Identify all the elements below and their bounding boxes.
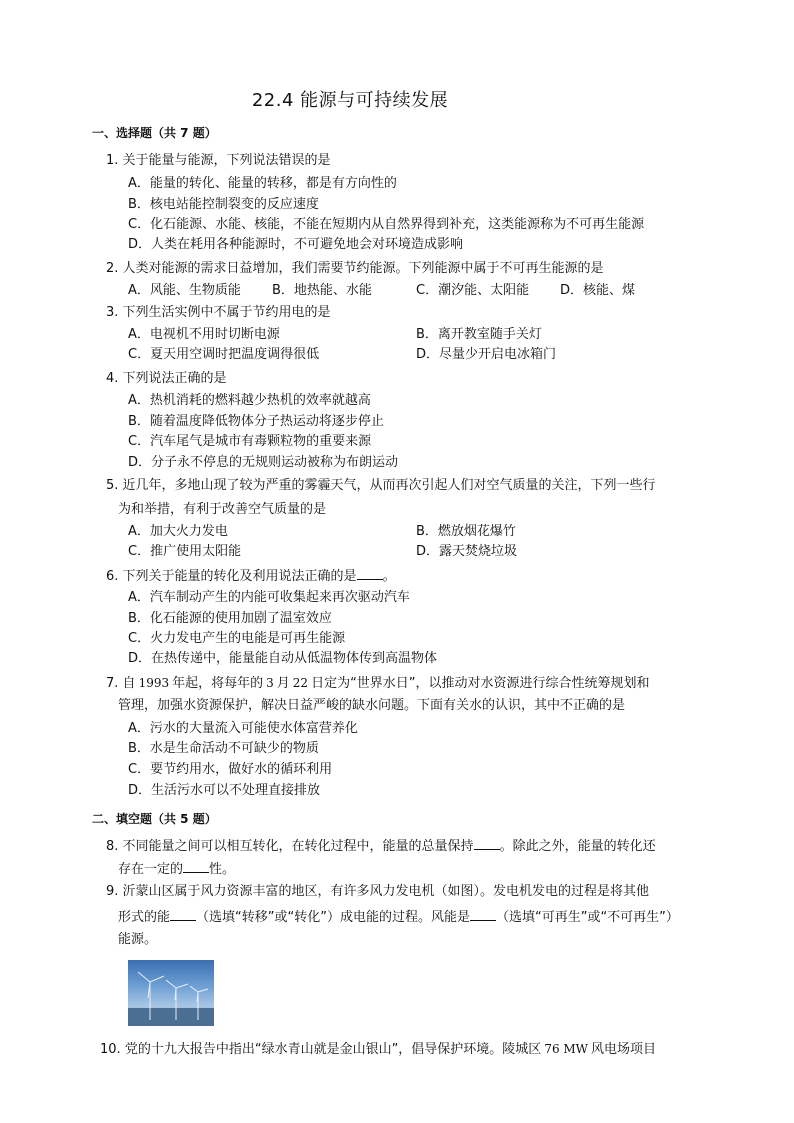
question-4	[106, 371, 227, 387]
answer-blank[interactable]	[474, 837, 500, 850]
question-number: 9.	[106, 884, 119, 899]
q1-option-a: A．能量的转化、能量的转移，都是有方向性的	[128, 176, 397, 191]
question-stem: 下列生活实例中不属于节约用电的是	[122, 305, 331, 320]
question-number: 3.	[106, 305, 119, 320]
text-fragment: 风电场项目	[591, 1042, 657, 1057]
question-number: 10.	[100, 1042, 121, 1057]
q5-option-d: D．露天焚烧垃圾	[416, 544, 518, 559]
q5-option-b: B．燃放烟花爆竹	[416, 524, 516, 539]
q2-option-a: A．风能、生物质能	[128, 283, 241, 298]
text-fragment: 日定为“世界水日”，以推动对水资源进行综合性统筹规划和	[311, 676, 650, 691]
power-value: 76 MW	[544, 1042, 589, 1056]
q7-option-a: A．污水的大量流入可能使水体富营养化	[128, 721, 358, 736]
q3-option-d: D．尽量少开启电冰箱门	[416, 347, 557, 362]
text-fragment: 自	[122, 676, 136, 691]
q1-option-b: B．核电站能控制裂变的反应速度	[128, 197, 319, 212]
q7-option-b: B．水是生命活动不可缺少的物质	[128, 741, 319, 756]
answer-blank[interactable]	[357, 567, 383, 580]
question-7-stem-line2: 管理，加强水资源保护，解决日益严峻的缺水问题。下面有关水的认识，其中不正确的是	[118, 698, 626, 713]
question-number: 6.	[106, 569, 119, 584]
question-stem: 人类对能源的需求日益增加，我们需要节约能源。下列能源中属于不可再生能源的是	[122, 261, 604, 276]
question-5	[106, 478, 656, 494]
question-8-line2	[118, 860, 235, 878]
q4-option-b: B．随着温度降低物体分子热运动将逐步停止	[128, 414, 384, 429]
text-fragment: 年起，将每年的	[172, 676, 264, 691]
q6-option-a: A．汽车制动产生的内能可收集起来再次驱动汽车	[128, 590, 410, 605]
q6-option-c: C．火力发电产生的电能是可再生能源	[128, 631, 346, 646]
q6-option-b: B．化石能源的使用加剧了温室效应	[128, 611, 332, 626]
q7-option-d: D．生活污水可以不处理直接排放	[128, 783, 321, 798]
q4-option-a: A．热机消耗的燃料越少热机的效率就越高	[128, 393, 371, 408]
question-7	[106, 675, 650, 692]
text-fragment: 党的十九大报告中指出“绿水青山就是金山银山”，倡导保护环境。陵城区	[124, 1042, 542, 1057]
q6-option-d: D．在热传递中，能量能自动从低温物体传到高温物体	[128, 651, 438, 666]
question-stem-line1: 近几年，多地山现了较为严重的雾霾天气，从而再次引起人们对空气质量的关注，下列一些行	[122, 478, 656, 493]
page-title: 22.4 能源与可持续发展	[251, 90, 449, 111]
question-3	[106, 305, 331, 321]
text-fragment: 不同能量之间可以相互转化，在转化过程中，能量的总量保持	[122, 839, 474, 854]
q2-option-c: C．潮汐能、太阳能	[416, 283, 530, 298]
question-number: 5.	[106, 478, 119, 493]
text-fragment: 。除此之外，能量的转化还	[499, 839, 656, 854]
question-2	[106, 261, 604, 277]
answer-blank[interactable]	[470, 908, 496, 921]
question-number: 2.	[106, 261, 119, 276]
question-1	[106, 153, 331, 169]
text-fragment: 性。	[209, 862, 236, 877]
question-9	[106, 884, 649, 900]
q5-option-a: A．加大火力发电	[128, 524, 228, 539]
wind-turbines-image	[128, 960, 214, 1026]
question-6	[106, 567, 396, 585]
q2-option-d: D．核能、煤	[560, 283, 636, 298]
question-stem: 下列说法正确的是	[122, 371, 227, 386]
q3-option-a: A．电视机不用时切断电源	[128, 327, 280, 342]
q1-option-d: D．人类在耗用各种能源时，不可避免地会对环境造成影响	[128, 237, 464, 252]
q1-option-c: C．化石能源、水能、核能，不能在短期内从自然界得到补充，这类能源称为不可再生能源	[128, 217, 645, 232]
text-fragment: 形式的能	[118, 910, 171, 925]
section-heading-fill: 二、填空题（共 5 题）	[92, 812, 217, 826]
q4-option-d: D．分子永不停息的无规则运动被称为布朗运动	[128, 455, 399, 470]
question-8	[106, 837, 656, 855]
year-value: 1993	[138, 676, 170, 690]
q4-option-c: C．汽车尾气是城市有毒颗粒物的重要来源	[128, 434, 372, 449]
q3-option-b: B．离开教室随手关灯	[416, 327, 542, 342]
question-5-stem-line2: 为和举措，有利于改善空气质量的是	[118, 502, 327, 517]
question-stem: 下列关于能量的转化及利用说法正确的是	[122, 569, 357, 584]
q7-option-c: C．要节约用水，做好水的循环利用	[128, 762, 333, 777]
question-9-line2	[118, 908, 679, 926]
wind-turbine-icon	[128, 960, 214, 1026]
text-fragment: （选填“可再生”或“不可再生”）	[495, 910, 679, 925]
q3-option-c: C．夏天用空调时把温度调得很低	[128, 347, 320, 362]
question-number: 7.	[106, 676, 119, 691]
text-fragment: 月	[276, 676, 290, 691]
question-9-line3: 能源。	[118, 932, 158, 947]
text-fragment: （选填“转移”或“转化”）成电能的过程。风能是	[196, 910, 470, 925]
question-number: 8.	[106, 839, 119, 854]
q5-option-c: C．推广使用太阳能	[128, 544, 242, 559]
question-10	[100, 1041, 656, 1058]
answer-blank[interactable]	[170, 908, 196, 921]
q2-option-b: B．地热能、水能	[272, 283, 372, 298]
section-heading-choice: 一、选择题（共 7 题）	[92, 126, 217, 140]
question-number: 4.	[106, 371, 119, 386]
question-stem: 关于能量与能源，下列说法错误的是	[122, 153, 331, 168]
text-fragment: 沂蒙山区属于风力资源丰富的地区，有许多风力发电机（如图）。发电机发电的过程是将其他	[122, 884, 650, 899]
question-stem-end: 。	[382, 569, 396, 584]
day-value: 22	[292, 676, 309, 690]
month-value: 3	[266, 676, 274, 690]
answer-blank[interactable]	[183, 860, 209, 873]
text-fragment: 存在一定的	[118, 862, 184, 877]
question-number: 1.	[106, 153, 119, 168]
